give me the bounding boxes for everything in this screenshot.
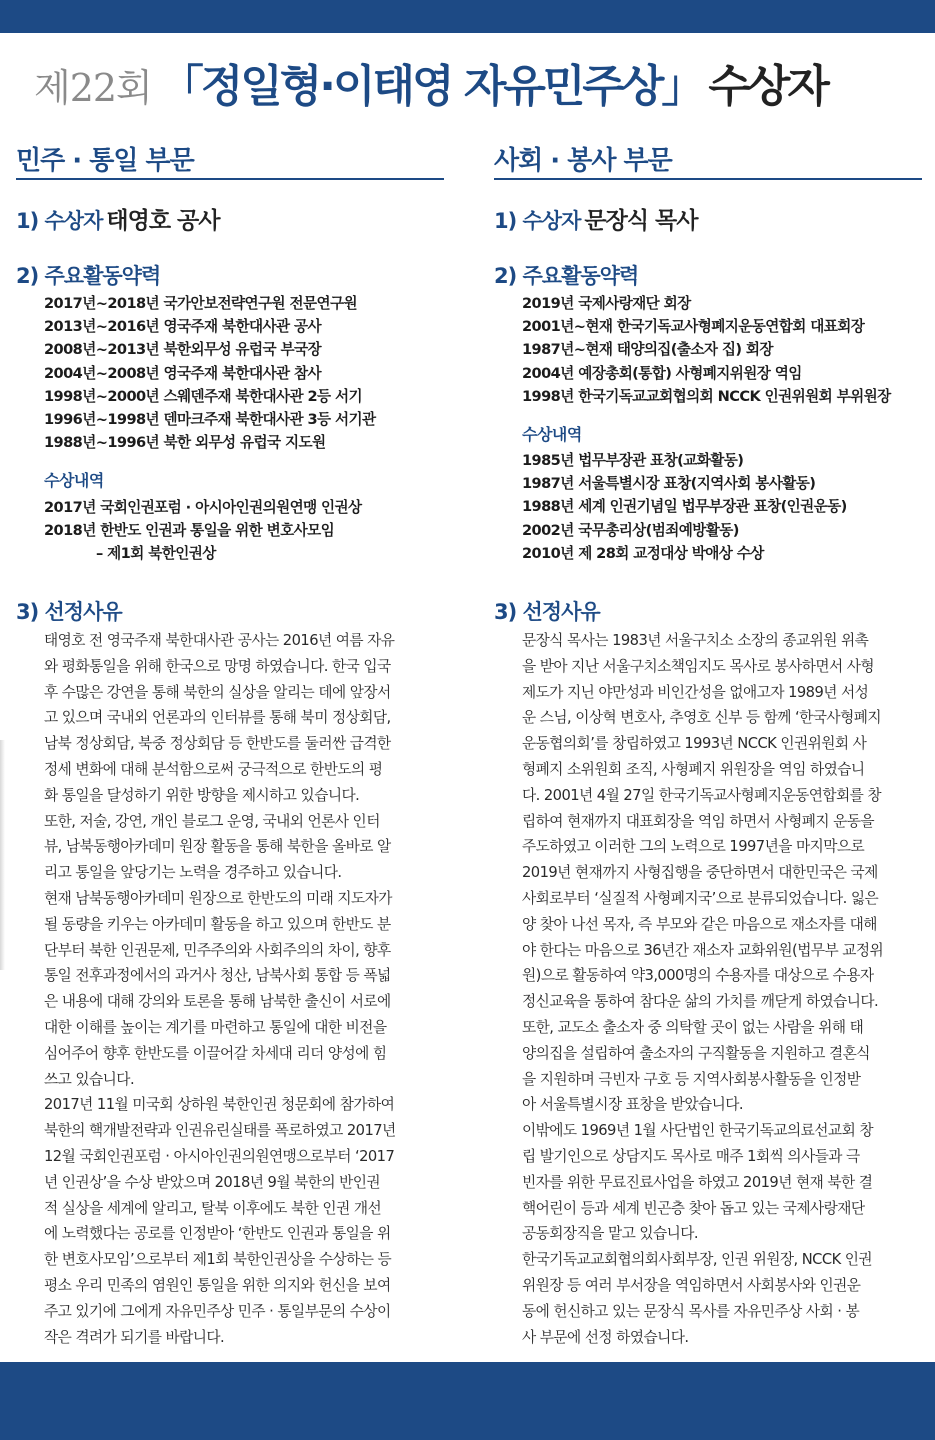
list-item: 2018년 한반도 인권과 통일을 위한 변호사모임 xyxy=(44,522,335,540)
awards-list xyxy=(522,449,847,565)
list-item: 2001년~현재 한국기독교사형폐지운동연합회 대표회장 xyxy=(522,318,865,336)
text-line: 대한 이해를 높이는 계기를 마련하고 통일에 대한 비전을 xyxy=(44,1018,387,1036)
text-line: 문장식 목사는 1983년 서울구치소 소장의 종교위원 위촉 xyxy=(522,632,869,649)
awards-heading: 수상내역 xyxy=(44,471,104,490)
text-line: 운동협의회’를 창립하였고 1993년 NCCK 인권위원회 사 xyxy=(522,735,867,753)
list-item: 2017년~2018년 국가안보전략연구원 전문연구원 xyxy=(44,295,357,312)
winner-label: 1) 수상자 xyxy=(16,209,103,233)
list-item: 2008년~2013년 북한외무성 유럽국 부국장 xyxy=(44,341,321,359)
text-line: 뷰, 남북동행아카데미 원장 활동을 통해 북한을 올바로 알 xyxy=(44,838,391,856)
title-edition: 제22회 xyxy=(34,66,152,110)
text-line: 작은 격려가 되기를 바랍니다. xyxy=(44,1328,225,1346)
page-title xyxy=(34,50,914,130)
title-award-name: 「정일형·이태영 자유민주상」 xyxy=(159,61,703,112)
list-item: 2013년~2016년 영국주재 북한대사관 공사 xyxy=(44,318,321,336)
activities-list xyxy=(522,292,891,408)
text-line: 또한, 교도소 출소자 중 의탁할 곳이 없는 사람을 위해 태 xyxy=(522,1018,864,1036)
list-item: 1987년~현재 태양의집(출소자 집) 회장 xyxy=(522,341,773,359)
text-line: 년 인권상’을 수상 받았으며 2018년 9월 북한의 반인권 xyxy=(44,1173,381,1191)
list-item: 1987년 서울특별시장 표창(지역사회 봉사활동) xyxy=(522,475,816,493)
text-line: 주고 있기에 그에게 자유민주상 민주 · 통일부문의 수상이 xyxy=(44,1302,391,1320)
list-item: 1985년 법무부장관 표창(교화활동) xyxy=(522,452,744,469)
text-line: 한 변호사모임’으로부터 제1회 북한인권상을 수상하는 등 xyxy=(44,1251,392,1269)
text-line: 리고 통일을 앞당기는 노력을 경주하고 있습니다. xyxy=(44,864,342,882)
list-item: 1998년 한국기독교교회협의회 NCCK 인권위원회 부위원장 xyxy=(522,387,891,405)
text-line: 사 부문에 선정 하였습니다. xyxy=(522,1328,689,1346)
winner-name: 문장식 목사 xyxy=(584,208,698,234)
text-line: 될 동량을 키우는 아카데미 활동을 하고 있으며 한반도 분 xyxy=(44,915,391,933)
text-line: 에 노력했다는 공로를 인정받아 ‘한반도 인권과 통일을 위 xyxy=(44,1225,391,1243)
top-banner xyxy=(0,0,935,33)
list-item: 2017년 국회인권포럼 · 아시아인권의원연맹 인권상 xyxy=(44,499,362,516)
text-line: 고 있으며 국내외 언론과의 인터뷰를 통해 북미 정상회담, xyxy=(44,709,391,727)
text-line: 주도하였고 이러한 그의 노력으로 1997년을 마지막으로 xyxy=(522,838,865,856)
list-item: 2004년 예장총회(통합) 사형폐지위원장 역임 xyxy=(522,364,802,382)
text-line: 양의집을 설립하여 출소자의 구직활동을 지원하고 결혼식 xyxy=(522,1044,870,1062)
awards-list xyxy=(44,496,362,566)
text-line: 양 찾아 나선 목자, 즉 부모와 같은 마음으로 재소자를 대해 xyxy=(522,915,877,933)
text-line: 다. 2001년 4월 27일 한국기독교사형폐지운동연합회를 창 xyxy=(522,786,882,804)
list-item: 1988년 세계 인권기념일 법무부장관 표창(인권운동) xyxy=(522,498,847,516)
list-item: 2004년~2008년 영국주재 북한대사관 참사 xyxy=(44,364,321,382)
list-item: 1998년~2000년 스웨덴주재 북한대사관 2등 서기 xyxy=(44,387,363,405)
winner-heading xyxy=(16,202,220,235)
text-line: 아 서울특별시장 표창을 받았습니다. xyxy=(522,1096,744,1114)
text-line: 정세 변화에 대해 분석함으로써 궁극적으로 한반도의 평 xyxy=(44,760,383,778)
text-line: 쓰고 있습니다. xyxy=(44,1070,135,1088)
text-line: 통일 전후과정에서의 과거사 청산, 남북사회 통합 등 폭넓 xyxy=(44,967,391,985)
text-line: 형폐지 소위원회 조직, 사형폐지 위원장을 역임 하였습니 xyxy=(522,760,865,778)
text-line: 단부터 북한 인권문제, 민주주의와 사회주의의 차이, 향후 xyxy=(44,941,391,959)
text-line: 후 수많은 강연을 통해 북한의 실상을 알리는 데에 앞장서 xyxy=(44,683,391,701)
text-line: 2019년 현재까지 사형집행을 중단하면서 대한민국은 국제 xyxy=(522,864,878,882)
text-line: 립하여 현재까지 대표회장을 역임 하면서 사형폐지 운동을 xyxy=(522,812,875,830)
activities-heading: 2) 주요활동약력 xyxy=(494,264,639,288)
text-line: 평소 우리 민족의 염원인 통일을 위한 의지와 헌신을 보여 xyxy=(44,1276,391,1294)
text-line: 사회로부터 ‘실질적 사형폐지국’으로 분류되었습니다. 잃은 xyxy=(522,889,879,907)
text-line: 동에 헌신하고 있는 문장식 목사를 자유민주상 사회 · 봉 xyxy=(522,1302,860,1320)
text-line: 야 한다는 마음으로 36년간 재소자 교화위원(법무부 교정위 xyxy=(522,941,884,959)
text-line: 화 통일을 달성하기 위한 방향을 제시하고 있습니다. xyxy=(44,786,360,804)
left-column xyxy=(16,138,444,1346)
text-line: 12월 국회인권포럼 · 아시아인권의원연맹으로부터 ‘2017 xyxy=(44,1147,395,1165)
text-line: 정신교육을 통하여 참다운 삶의 가치를 깨닫게 하였습니다. xyxy=(522,993,879,1011)
list-item: 2019년 국제사랑재단 회장 xyxy=(522,295,691,312)
text-line: 남북 정상회담, 북중 정상회담 등 한반도를 둘러싼 급격한 xyxy=(44,735,391,753)
activities-heading: 2) 주요활동약력 xyxy=(16,264,161,288)
list-item: 1996년~1998년 덴마크주재 북한대사관 3등 서기관 xyxy=(44,410,376,428)
text-line: 위원장 등 여러 부서장을 역임하면서 사회봉사와 인권운 xyxy=(522,1276,861,1294)
text-line: 이밖에도 1969년 1월 사단법인 한국기독교의료선교회 창 xyxy=(522,1122,873,1140)
text-line: 북한의 핵개발전략과 인권유린실태를 폭로하였고 2017년 xyxy=(44,1122,396,1140)
right-column xyxy=(494,138,922,1346)
list-item: 2010년 제 28회 교정대상 박애상 수상 xyxy=(522,544,764,562)
winner-heading xyxy=(494,202,698,235)
text-line: 을 지원하며 극빈자 구호 등 지역사회봉사활동을 인정받 xyxy=(522,1070,861,1088)
page-edge-shadow xyxy=(0,740,5,970)
reason-heading: 3) 선정사유 xyxy=(494,600,600,624)
list-item: 2002년 국무총리상(범죄예방활동) xyxy=(522,521,739,539)
winner-name: 태영호 공사 xyxy=(106,208,220,234)
text-line: 심어주어 향후 한반도를 이끌어갈 차세대 리더 양성에 힘 xyxy=(44,1044,387,1062)
text-line: 또한, 저술, 강연, 개인 블로그 운영, 국내외 언론사 인터 xyxy=(44,812,380,830)
text-line: 현재 남북동행아카데미 원장으로 한반도의 미래 지도자가 xyxy=(44,889,392,907)
winner-label: 1) 수상자 xyxy=(494,209,581,233)
text-line: 운 스님, 이상혁 변호사, 추영호 신부 등 함께 ‘한국사형폐지 xyxy=(522,709,881,727)
text-line: 적 실상을 세계에 알리고, 탈북 이후에도 북한 인권 개선 xyxy=(44,1199,382,1217)
list-item: – 제1회 북한인권상 xyxy=(96,545,216,563)
activities-list xyxy=(44,292,376,454)
text-line: 와 평화통일을 위해 한국으로 망명 하였습니다. 한국 입국 xyxy=(44,657,391,675)
text-line: 핵어린이 등과 세계 빈곤층 찾아 돕고 있는 국제사랑재단 xyxy=(522,1199,865,1217)
text-line: 제도가 지닌 야만성과 비인간성을 없애고자 1989년 서성 xyxy=(522,683,869,701)
reason-heading: 3) 선정사유 xyxy=(16,600,122,624)
text-line: 빈자를 위한 무료진료사업을 하였고 2019년 현재 북한 결 xyxy=(522,1173,873,1191)
text-line: 한국기독교교회협의회사회부장, 인권 위원장, NCCK 인권 xyxy=(522,1251,873,1269)
title-suffix: 수상자 xyxy=(708,61,827,112)
reason-text xyxy=(522,628,922,1350)
section-title: 민주 · 통일 부문 xyxy=(16,138,444,180)
bottom-banner xyxy=(0,1362,935,1440)
text-line: 을 받아 지난 서울구치소책임지도 목사로 봉사하면서 사형 xyxy=(522,657,875,675)
list-item: 1988년~1996년 북한 외무성 유럽국 지도원 xyxy=(44,434,326,452)
text-line: 은 내용에 대해 강의와 토론을 통해 남북한 출신이 서로에 xyxy=(44,993,391,1011)
text-line: 2017년 11월 미국회 상하원 북한인권 청문회에 참가하여 xyxy=(44,1096,395,1114)
text-line: 립 발기인으로 상담지도 목사로 매주 1회씩 의사들과 극 xyxy=(522,1147,860,1165)
text-line: 태영호 전 영국주재 북한대사관 공사는 2016년 여름 자유 xyxy=(44,632,395,649)
section-title: 사회 · 봉사 부문 xyxy=(494,138,922,180)
awards-heading: 수상내역 xyxy=(522,425,582,444)
reason-text xyxy=(44,628,444,1350)
text-line: 원)으로 활동하여 약3,000명의 수용자를 대상으로 수용자 xyxy=(522,967,874,985)
text-line: 공동회장직을 맡고 있습니다. xyxy=(522,1225,699,1243)
